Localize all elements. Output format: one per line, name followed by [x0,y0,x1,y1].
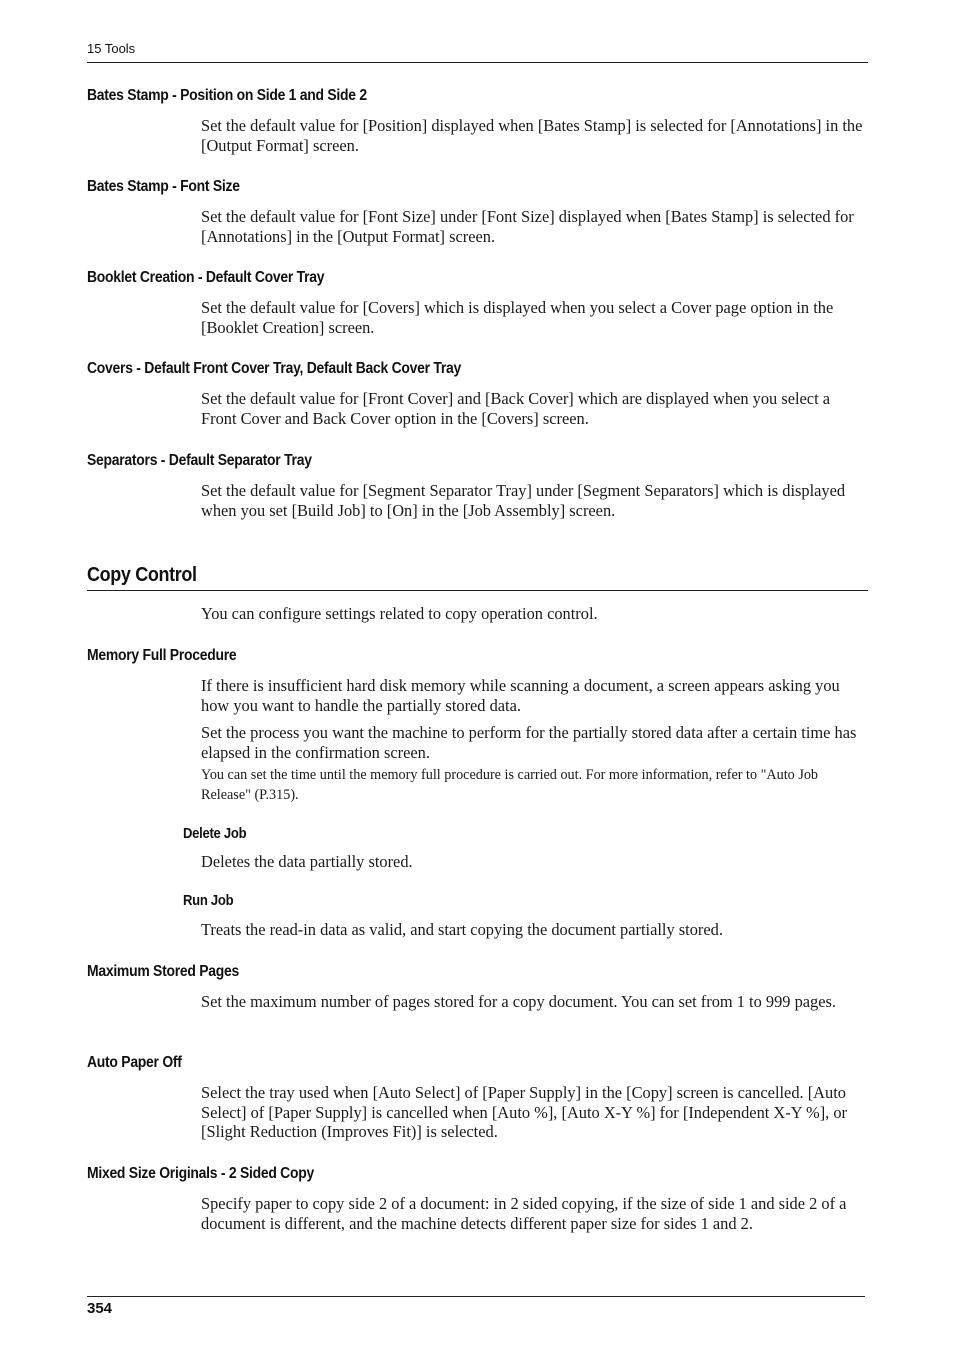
section-body-covers-tray: Set the default value for [Front Cover] and [Back Cover] which are displayed when you select a Front Cover and Back Cover option in the [Covers] screen. [201,389,831,428]
delete-job-heading: Delete Job [183,826,247,842]
mixed-size-body: Specify paper to copy side 2 of a document: in 2 sided copying, if the size of side 1 and side 2 of a document is different, and the machine detects different paper size for sides 1 and 2. [201,1194,847,1233]
page-footer [87,1296,865,1319]
section-body-bates-font-size: Set the default value for [Font Size] under [Font Size] displayed when [Bates Stamp] is selected for [Annotations] in the [Output Format] screen. [201,207,854,246]
chapter-label: 15 Tools [87,41,136,56]
copy-control-intro: You can configure settings related to copy operation control. [201,604,598,623]
section-body-bates-position: Set the default value for [Position] displayed when [Bates Stamp] is selected for [Annotations] in the [Output Format] screen. [201,116,863,155]
auto-paper-off-heading: Auto Paper Off [87,1054,182,1071]
section-heading-separator-tray: Separators - Default Separator Tray [87,452,312,469]
section-body-separator-tray: Set the default value for [Segment Separator Tray] under [Segment Separators] which is displayed when you set [Build Job] to [On] in the [Job Assembly] screen. [201,481,846,520]
section-heading-booklet-cover-tray: Booklet Creation - Default Cover Tray [87,269,325,286]
auto-paper-off-body: Select the tray used when [Auto Select] of [Paper Supply] in the [Copy] screen is cancelled. [Auto Select] of [Paper Supply] is cancelled when [Auto %], [Auto X-Y %] for [Independent X-Y %], or [Slight Reduction (Improves Fit)] is selected. [201,1083,848,1141]
memory-full-note: You can set the time until the memory full procedure is carried out. For more information, refer to "Auto Job Release" (P.315). [201,767,819,803]
page-number: 354 [87,1300,113,1317]
copy-control-title-text: Copy Control [87,564,197,586]
section-heading-bates-font-size: Bates Stamp - Font Size [87,178,240,195]
memory-full-heading: Memory Full Procedure [87,647,237,664]
mixed-size-heading: Mixed Size Originals - 2 Sided Copy [87,1165,314,1182]
run-job-body: Treats the read-in data as valid, and start copying the document partially stored. [201,920,723,939]
memory-full-para2: Set the process you want the machine to perform for the partially stored data after a certain time has elapsed in the confirmation screen. [201,723,857,762]
max-stored-heading: Maximum Stored Pages [87,963,239,980]
section-heading-bates-position: Bates Stamp - Position on Side 1 and Side 2 [87,87,367,104]
memory-full-para1: If there is insufficient hard disk memory while scanning a document, a screen appears asking you how you want to handle the partially stored data. [201,676,840,715]
section-heading-covers-tray: Covers - Default Front Cover Tray, Default Back Cover Tray [87,360,462,377]
run-job-heading: Run Job [183,893,234,909]
copy-control-title [87,562,868,591]
running-header [87,40,868,63]
max-stored-body: Set the maximum number of pages stored for a copy document. You can set from 1 to 999 pages. [201,992,837,1011]
delete-job-body: Deletes the data partially stored. [201,852,413,871]
section-body-booklet-cover-tray: Set the default value for [Covers] which is displayed when you select a Cover page option in the [Booklet Creation] screen. [201,298,834,337]
